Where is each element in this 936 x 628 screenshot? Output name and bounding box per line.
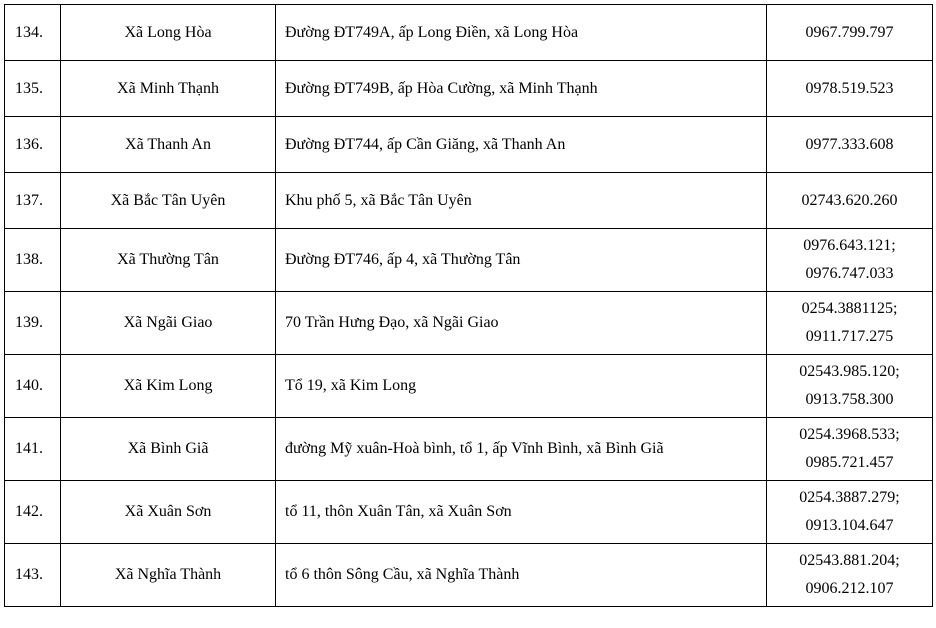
- table-row: [5, 5, 933, 61]
- phone-cell: [767, 292, 933, 355]
- commune-address: Tổ 19, xã Kim Long: [276, 355, 767, 418]
- commune-name: Xã Thường Tân: [61, 229, 276, 292]
- row-number: 140.: [5, 355, 61, 418]
- phone-cell: [767, 117, 933, 173]
- commune-address: 70 Trần Hưng Đạo, xã Ngãi Giao: [276, 292, 767, 355]
- commune-name: Xã Bắc Tân Uyên: [61, 173, 276, 229]
- phone-number: 0976.643.121;: [803, 237, 896, 254]
- row-number: 142.: [5, 481, 61, 544]
- table-row: [5, 229, 933, 292]
- phone-cell: [767, 173, 933, 229]
- phone-number: 02543.881.204;: [799, 552, 900, 569]
- table-row: [5, 355, 933, 418]
- row-number: 141.: [5, 418, 61, 481]
- commune-address: Đường ĐT749A, ấp Long Điền, xã Long Hòa: [276, 5, 767, 61]
- commune-address: tổ 11, thôn Xuân Tân, xã Xuân Sơn: [276, 481, 767, 544]
- phone-number: 0254.3881125;: [801, 300, 898, 317]
- phone-number: 02743.620.260: [801, 191, 898, 209]
- commune-name: Xã Thanh An: [61, 117, 276, 173]
- commune-name: Xã Ngãi Giao: [61, 292, 276, 355]
- phone-cell: [767, 61, 933, 117]
- table-row: [5, 544, 933, 607]
- phone-number: 0254.3887.279;: [799, 489, 900, 506]
- commune-address: tổ 6 thôn Sông Cầu, xã Nghĩa Thành: [276, 544, 767, 607]
- table-row: [5, 61, 933, 117]
- phone-number: 0985.721.457: [805, 454, 894, 471]
- row-number: 143.: [5, 544, 61, 607]
- row-number: 134.: [5, 5, 61, 61]
- commune-address: đường Mỹ xuân-Hoà bình, tổ 1, ấp Vĩnh Bình, xã Bình Giã: [276, 418, 767, 481]
- phone-number: 0254.3968.533;: [799, 426, 900, 443]
- phone-cell: [767, 5, 933, 61]
- commune-directory-table: [4, 4, 933, 607]
- phone-cell: [767, 355, 933, 418]
- table-row: [5, 481, 933, 544]
- commune-address: Đường ĐT744, ấp Cần Giăng, xã Thanh An: [276, 117, 767, 173]
- table-row: [5, 292, 933, 355]
- table-row: [5, 117, 933, 173]
- phone-number: 0967.799.797: [805, 23, 894, 41]
- commune-name: Xã Long Hòa: [61, 5, 276, 61]
- commune-address: Đường ĐT749B, ấp Hòa Cường, xã Minh Thạnh: [276, 61, 767, 117]
- table-row: [5, 418, 933, 481]
- row-number: 139.: [5, 292, 61, 355]
- phone-cell: [767, 544, 933, 607]
- row-number: 135.: [5, 61, 61, 117]
- phone-number: 0913.758.300: [805, 391, 894, 408]
- table-row: [5, 173, 933, 229]
- phone-number: 0913.104.647: [805, 517, 894, 534]
- phone-cell: [767, 481, 933, 544]
- row-number: 137.: [5, 173, 61, 229]
- phone-number: 0906.212.107: [805, 580, 894, 597]
- commune-address: Đường ĐT746, ấp 4, xã Thường Tân: [276, 229, 767, 292]
- commune-name: Xã Nghĩa Thành: [61, 544, 276, 607]
- phone-cell: [767, 229, 933, 292]
- row-number: 136.: [5, 117, 61, 173]
- phone-number: 0978.519.523: [805, 79, 894, 97]
- commune-name: Xã Minh Thạnh: [61, 61, 276, 117]
- phone-cell: [767, 418, 933, 481]
- commune-name: Xã Xuân Sơn: [61, 481, 276, 544]
- commune-name: Xã Kim Long: [61, 355, 276, 418]
- phone-number: 0911.717.275: [805, 328, 894, 345]
- commune-address: Khu phố 5, xã Bắc Tân Uyên: [276, 173, 767, 229]
- row-number: 138.: [5, 229, 61, 292]
- commune-name: Xã Bình Giã: [61, 418, 276, 481]
- phone-number: 02543.985.120;: [799, 363, 900, 380]
- phone-number: 0977.333.608: [805, 135, 894, 153]
- phone-number: 0976.747.033: [805, 265, 894, 282]
